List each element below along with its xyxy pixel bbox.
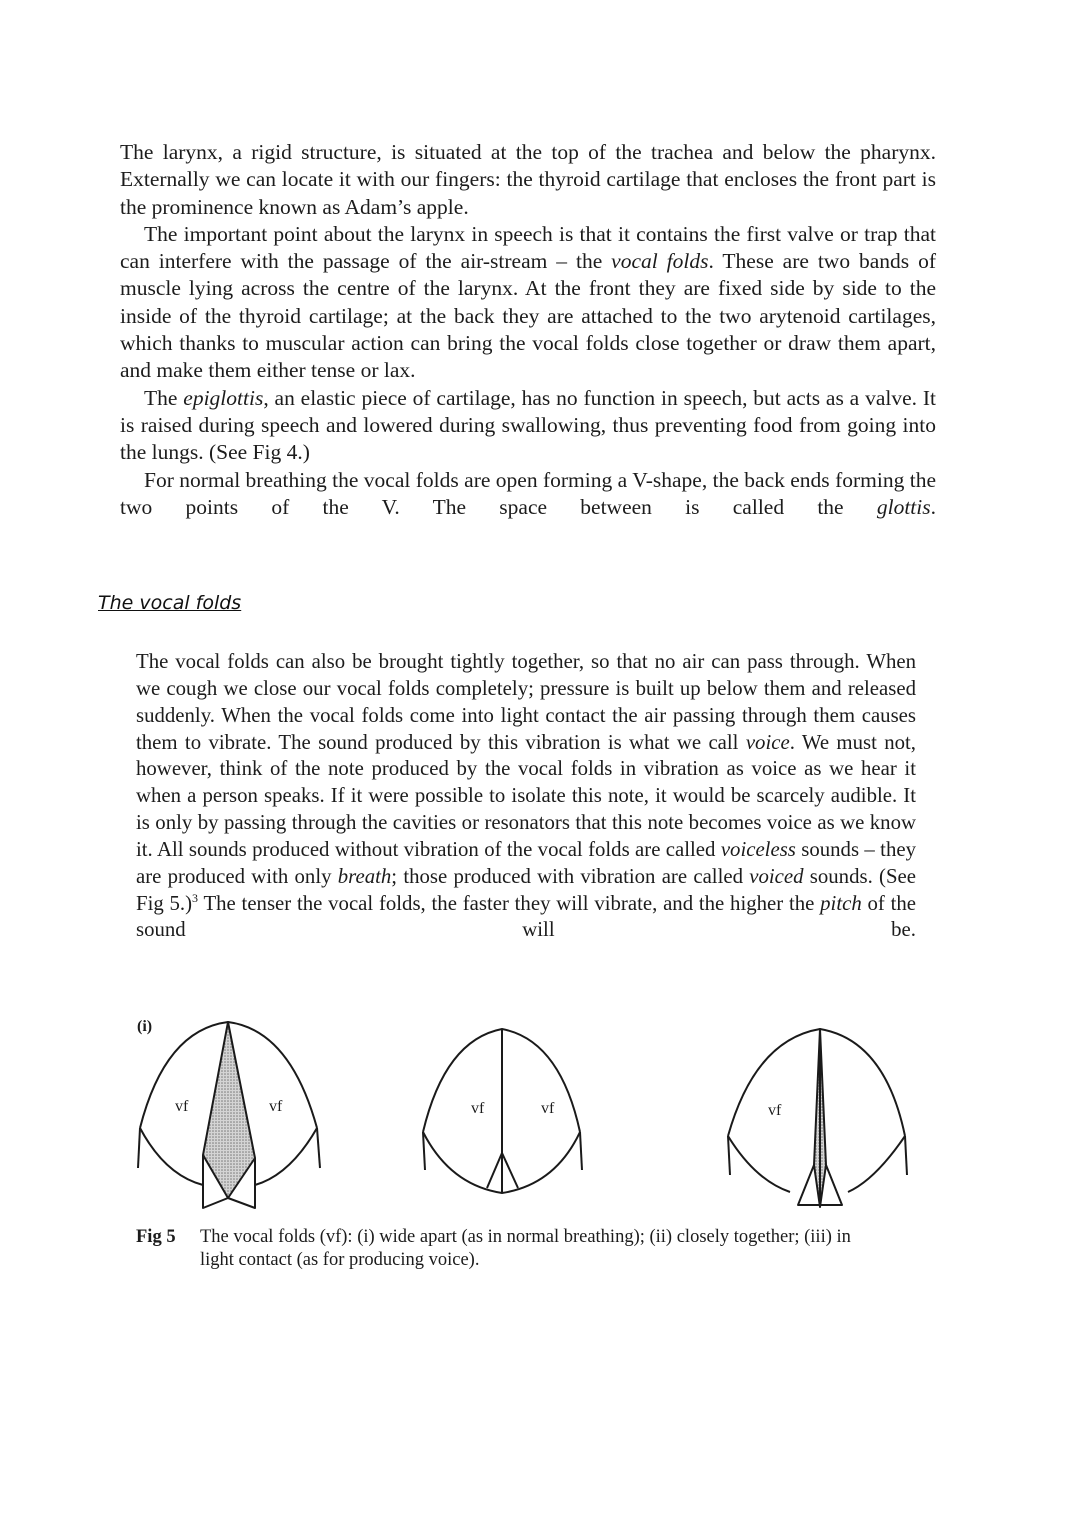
text-run: The vocal folds can also be brought tightly together, so that no air can pass through. When we cough we close our vocal folds completely; pressure is built up below them and released suddenly. When the vocal folds come into light contact the air passing through them causes them to vibrate. The sound produced by this vibration is what we call bbox=[136, 650, 916, 754]
intro-text-block bbox=[120, 139, 936, 521]
figure-vocal-folds bbox=[125, 1010, 925, 1210]
vocal-folds-diagram bbox=[125, 1010, 925, 1210]
term-glottis: glottis bbox=[876, 494, 931, 519]
vf-label-left-i: vf bbox=[175, 1098, 189, 1115]
text-run: of the sound will be. bbox=[136, 891, 917, 942]
term-voiceless: voiceless bbox=[720, 837, 796, 861]
term-epiglottis: epiglottis bbox=[183, 385, 264, 410]
text-run: sounds. (See Fig 5.) bbox=[136, 864, 916, 915]
text-run: ; those produced with vibration are called bbox=[391, 864, 750, 888]
term-breath: breath bbox=[337, 864, 392, 888]
text-run: The tenser the vocal folds, the faster they will vibrate, and the higher the bbox=[198, 891, 821, 915]
vf-label-left-ii: vf bbox=[471, 1100, 485, 1117]
footnote-reference[interactable]: 3 bbox=[192, 890, 199, 905]
vocal-folds-text-block bbox=[136, 649, 916, 944]
term-vocal-folds: vocal folds bbox=[611, 249, 709, 274]
text-run: sounds – they are produced with only bbox=[136, 837, 916, 888]
section-heading: The vocal folds bbox=[98, 592, 242, 614]
vf-label-right-ii: vf bbox=[541, 1100, 555, 1117]
text-run: . These are two bands of muscle lying across the centre of the larynx. At the front they are fixed side by side to the inside of the thyroid cartilage; at the back they are attached to the two arytenoid cartilages, which thanks to muscular action can bring the vocal folds close together or draw them apart, and make them either tense or lax. bbox=[120, 249, 937, 383]
diagram-light-contact bbox=[728, 1029, 907, 1207]
caption-text: The vocal folds (vf): (i) wide apart (as in normal breathing); (ii) closely together; (iii) in light contact (as for producing voice). bbox=[200, 1227, 851, 1270]
paragraph-glottis bbox=[120, 467, 936, 522]
paragraph-epiglottis bbox=[120, 385, 936, 467]
text-run: . bbox=[930, 494, 936, 519]
term-voiced: voiced bbox=[749, 864, 804, 888]
text-run: The important point about the larynx in speech is that it contains the first valve or trap that can interfere with the passage of the air-stream – the bbox=[120, 221, 936, 274]
figure-number: Fig 5 bbox=[136, 1227, 176, 1247]
panel-label-i: (i) bbox=[137, 1018, 153, 1035]
paragraph-larynx: The larynx, a rigid structure, is situated at the top of the trachea and below the pharynx. Externally we can locate it with our fingers: the thyroid cartilage that encloses the front part is the prominence known as Adam’s apple. bbox=[120, 140, 936, 219]
text-run: The bbox=[144, 385, 184, 410]
text-run: , an elastic piece of cartilage, has no function in speech, but acts as a valve. It is raised during speech and lowered during swallowing, thus preventing food from going into the lungs. (See Fig 4.) bbox=[120, 385, 936, 465]
diagram-closely-together bbox=[423, 1029, 582, 1193]
text-run: For normal breathing the vocal folds are open forming a V-shape, the back ends forming the two points of the V. The space between is called the bbox=[120, 467, 936, 519]
term-voice: voice bbox=[745, 730, 790, 754]
text-run: . We must not, however, think of the note produced by the vocal folds in vibration as voice as we hear it when a person speaks. If it were possible to isolate this note, it would be scarcely audible. It is only by passing through the cavities or resonators that this note becomes voice as we know it. All sounds produced without vibration of the vocal folds are called bbox=[136, 730, 916, 861]
paragraph-vocal-folds-valve bbox=[120, 221, 936, 385]
term-pitch: pitch bbox=[820, 891, 862, 915]
paragraph-voice bbox=[136, 649, 916, 944]
vf-label-iii: vf bbox=[768, 1102, 782, 1119]
diagram-wide-apart bbox=[138, 1022, 320, 1208]
vf-label-right-i: vf bbox=[269, 1098, 283, 1115]
